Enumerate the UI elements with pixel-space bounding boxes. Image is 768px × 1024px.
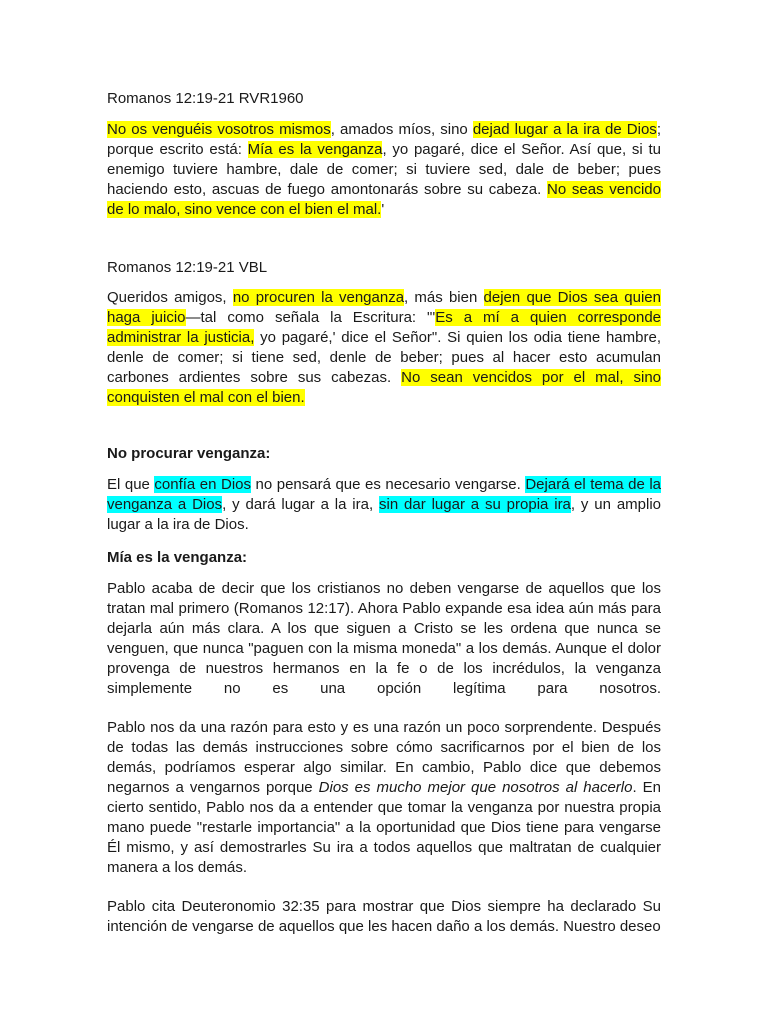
text-run: yo pagaré,' dice el Señor". Si quien los odia tiene hambre, denle de comer; si tiene sed, denle de beber; pues al hacer esto acumulan carbones ardientes sobre sus cabezas.: [107, 329, 661, 386]
commentary-paragraph: [107, 718, 661, 878]
highlighted-text-yellow: No seas vencido de lo malo, sino vence con el bien el mal.: [107, 181, 661, 218]
highlighted-text-cyan: Dejará el tema de la venganza a Dios: [107, 476, 661, 513]
highlighted-text-yellow: Es a mí a quien corresponde administrar la justicia,: [107, 309, 662, 346]
commentary-paragraph: [107, 579, 661, 699]
section-heading-no-procurar-venganza: No procurar venganza:: [107, 445, 271, 462]
italic-text: Dios es mucho mejor que nosotros al hacerlo: [318, 779, 633, 796]
verse-reference-rvr1960: Romanos 12:19-21 RVR1960: [107, 90, 304, 107]
text-run: , y dará lugar a la ira,: [222, 496, 380, 513]
highlighted-text-yellow: no procuren la venganza: [232, 289, 405, 306]
text-run: ; porque escrito está:: [107, 121, 661, 158]
highlighted-text-cyan: sin dar lugar a su propia ira: [379, 496, 571, 513]
verse-text-vbl: [107, 288, 661, 408]
text-run: , amados míos, sino: [330, 121, 473, 138]
text-run: Pablo acaba de decir que los cristianos no deben vengarse de aquellos que los tratan mal primero (Romanos 12:17). Ahora Pablo expande esa idea aún más para dejarla aún más clara. A los que siguen a Cristo se les ordena que nunca se venguen, que nunca "paguen con la misma moneda" a los demás. Aunque el dolor provenga de nuestros hermanos en la fe o de los incrédulos, la venganza simplemente no es una opción legítima para nosotros.: [107, 580, 661, 697]
highlighted-text-yellow: No os venguéis vosotros mismos: [107, 121, 331, 138]
section-paragraph-no-procurar-venganza: [107, 475, 661, 535]
commentary-paragraph: [107, 897, 661, 937]
text-run: El que: [107, 476, 155, 493]
verse-text-rvr1960: [107, 120, 661, 220]
text-run: Queridos amigos,: [107, 289, 233, 306]
highlighted-text-yellow: dejen que Dios sea quien haga juicio: [107, 289, 661, 326]
text-run: Pablo cita Deuteronomio 32:35 para mostrar que Dios siempre ha declarado Su intención de vengarse de aquellos que les hacen daño a los demás. Nuestro deseo: [107, 898, 661, 935]
highlighted-text-cyan: confía en Dios: [154, 476, 252, 493]
text-run: ': [381, 201, 385, 218]
text-run: , más bien: [404, 289, 484, 306]
text-run: , yo pagaré, dice el Señor. Así que, si tu enemigo tuviere hambre, dale de comer; si tuviere sed, dale de beber; pues haciendo esto, ascuas de fuego amontonarás sobre su cabeza.: [107, 141, 661, 198]
text-run: no pensará que es necesario vengarse.: [251, 476, 526, 493]
text-run: , y un amplio lugar a la ira de Dios.: [107, 496, 662, 533]
section-heading-mia-es-la-venganza: Mía es la venganza:: [107, 549, 248, 566]
text-run: —tal como señala la Escritura: "': [185, 309, 436, 326]
highlighted-text-yellow: No sean vencidos por el mal, sino conquisten el mal con el bien.: [107, 369, 661, 406]
highlighted-text-yellow: dejad lugar a la ira de Dios: [472, 121, 657, 138]
text-run: . En cierto sentido, Pablo nos da a entender que tomar la venganza por nuestra propia mano puede "restarle importancia" a la oportunidad que Dios tiene para vengarse Él mismo, y así demostrarles Su ira a todos aquellos que maltratan de cualquier manera a los demás.: [107, 779, 661, 876]
highlighted-text-yellow: Mía es la venganza: [247, 141, 383, 158]
text-run: Pablo nos da una razón para esto y es una razón un poco sorprendente. Después de todas las demás instrucciones sobre cómo sacrificarnos por el bien de los demás, podríamos esperar algo similar. En cambio, Pablo dice que debemos negarnos a vengarnos porque: [107, 719, 661, 796]
verse-reference-vbl: Romanos 12:19-21 VBL: [107, 259, 268, 276]
